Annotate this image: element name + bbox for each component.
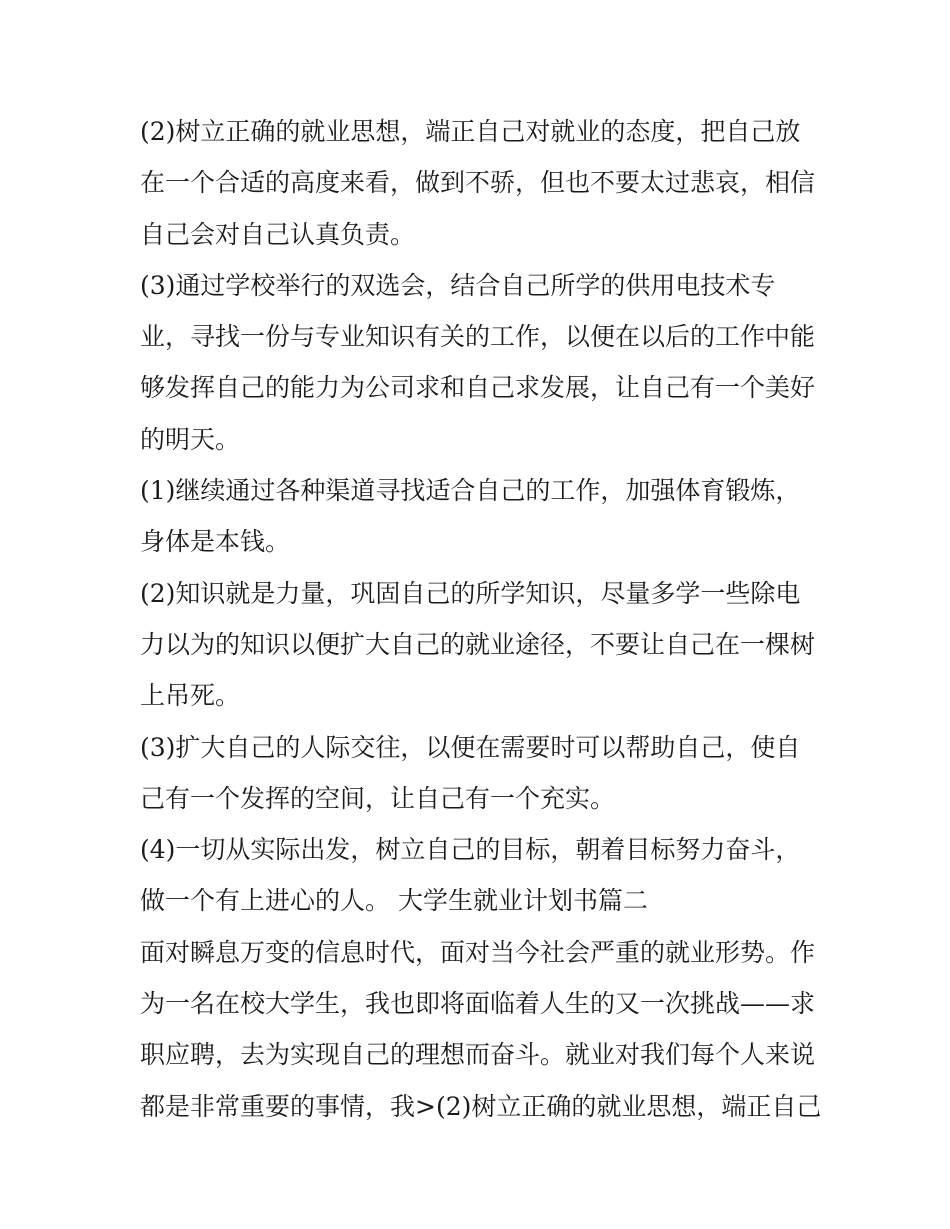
text-line: 为一名在校大学生，我也即将面临着人生的又一次挑战——求 xyxy=(140,989,816,1019)
text-line: (2)知识就是力量，巩固自己的所学知识，尽量多学一些除电 xyxy=(140,578,801,608)
text-line: (3)通过学校举行的双选会，结合自己所学的供用电技术专 xyxy=(140,270,776,300)
text-line: 己有一个发挥的空间，让自己有一个充实。 xyxy=(140,783,616,813)
text-line: 的明天。 xyxy=(140,424,241,454)
text-line: 自己会对自己认真负责。 xyxy=(140,219,416,249)
text-line: 身体是本钱。 xyxy=(140,527,291,557)
text-line: (3)扩大自己的人际交往，以便在需要时可以帮助自己，使自 xyxy=(140,732,801,762)
text-line: 业，寻找一份与专业知识有关的工作，以便在以后的工作中能 xyxy=(140,322,816,352)
text-line: (4)一切从实际出发，树立自己的目标，朝着目标努力奋斗， xyxy=(140,835,801,865)
text-line: 上吊死。 xyxy=(140,681,241,711)
text-line: (1)继续通过各种渠道寻找适合自己的工作，加强体育锻炼， xyxy=(140,476,801,506)
text-line: 做一个有上进心的人。 大学生就业计划书篇二 xyxy=(140,886,648,916)
text-line: 都是非常重要的事情，我>(2)树立正确的就业思想，端正自己 xyxy=(140,1091,822,1121)
text-line: 面对瞬息万变的信息时代，面对当今社会严重的就业形势。作 xyxy=(140,937,816,967)
text-line: (2)树立正确的就业思想，端正自己对就业的态度，把自己放 xyxy=(140,117,801,146)
text-line: 力以为的知识以便扩大自己的就业途径，不要让自己在一棵树 xyxy=(140,629,816,659)
text-line: 够发挥自己的能力为公司求和自己求发展，让自己有一个美好 xyxy=(140,373,816,403)
text-line: 职应聘，去为实现自己的理想而奋斗。就业对我们每个人来说 xyxy=(140,1040,816,1070)
text-line: 在一个合适的高度来看，做到不骄，但也不要太过悲哀，相信 xyxy=(140,168,816,198)
document-body xyxy=(140,106,830,1132)
